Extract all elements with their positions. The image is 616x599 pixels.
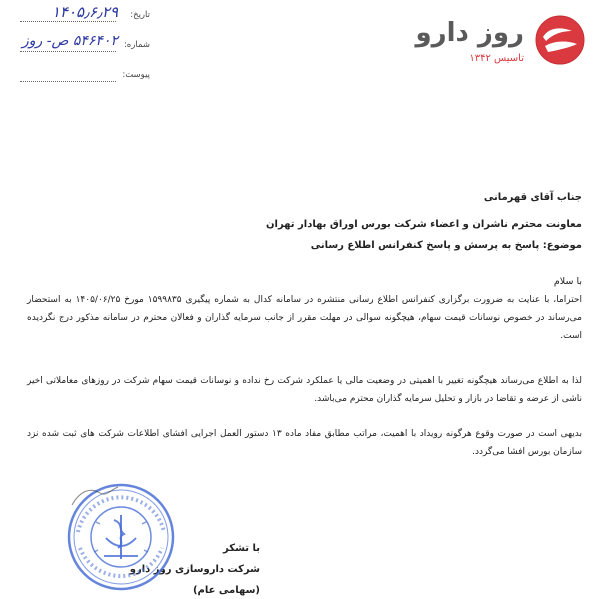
- attachment-field: [20, 66, 150, 84]
- logo-established: تاسیس ۱۳۴۲: [469, 53, 524, 64]
- greeting: با سلام: [553, 276, 582, 287]
- body-paragraph: احتراما، با عنایت به ضرورت برگزاری کنفرانس اطلاع رسانی منتشره در سامانه کدال به شماره پیگیری ۱۵۹۹۸۳۵ مورخ ۱۴۰۵/۰۶/۲۵ به استحضار می‌رساند در خصوص نوسانات قیمت سهام، هیچگونه سوالی در مهلت مقرر از جانب سرمایه گذاران و فعالان محترم در سامانه مذکور درج نگردیده است.: [27, 295, 582, 341]
- signature-thanks: با تشکر: [223, 543, 260, 554]
- date-line: [20, 21, 116, 22]
- body-paragraph: لذا به اطلاع می‌رساند هیچگونه تغییر با اهمیتی در وضعیت مالی یا عملکرد شرکت رخ نداده و نوسانات قیمت سهام شرکت در روزهای معاملاتی اخیر ناشی از عرضه و تقاضا در بازار و تحلیل سرمایه گذاران محترم می‌باشد.: [27, 376, 582, 404]
- date-label: تاریخ:: [130, 10, 150, 20]
- date-field: [20, 3, 150, 24]
- logo-name: روز دارو: [415, 18, 524, 48]
- subject-line: موضوع: پاسخ به پرسش و پاسخ کنفرانس اطلاع رسانی: [310, 240, 582, 251]
- signature-company: شرکت داروسازی روز دارو: [129, 564, 260, 575]
- date-value: ۱۴۰۵٫۶٫۲۹: [51, 3, 118, 21]
- body-paragraph: بدیهی است در صورت وقوع هرگونه رویداد با اهمیت، مراتب مطابق مفاد ماده ۱۳ دستور العمل اجرایی افشای اطلاعات شرکت های ثبت شده نزد سازمان بورس افشا می‌گردد.: [27, 429, 582, 457]
- recipient: جناب آقای قهرمانی: [483, 192, 582, 203]
- number-field: [20, 33, 150, 54]
- company-logo: [396, 12, 586, 72]
- number-label: شماره:: [123, 40, 150, 50]
- number-value: ۵۴۶۴۰۲ ص- روز: [22, 33, 118, 49]
- signature-company-type: (سهامی عام): [192, 585, 260, 596]
- number-line: [20, 51, 116, 52]
- recipient-position: معاونت محترم ناشران و اعضاء شرکت بورس اوراق بهادار تهران: [265, 219, 582, 230]
- roozdaru-circle-logo-icon: [534, 14, 586, 66]
- stamp-scribble-icon: [70, 483, 120, 509]
- attachment-line: [20, 81, 116, 82]
- attachment-label: پیوست:: [122, 70, 150, 80]
